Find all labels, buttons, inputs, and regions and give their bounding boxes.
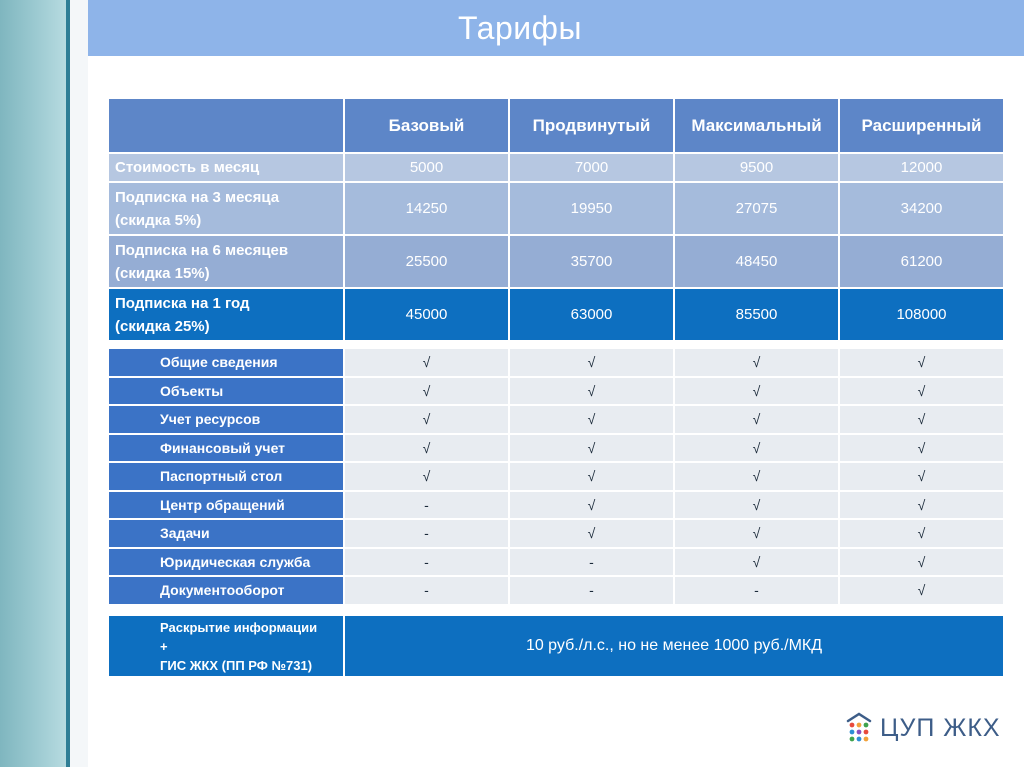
feature-table [108, 348, 1004, 605]
feature-row [108, 519, 1004, 548]
feature-mark: √ [674, 348, 839, 377]
price-row-label: Подписка на 6 месяцев (скидка 15%) [108, 235, 344, 288]
header-cell-advanced: Продвинутый [509, 98, 674, 153]
feature-mark: - [674, 576, 839, 605]
disclosure-label: Раскрытие информации + ГИС ЖКХ (ПП РФ №731) [108, 615, 344, 677]
feature-mark: - [344, 519, 509, 548]
feature-row [108, 434, 1004, 463]
feature-row [108, 548, 1004, 577]
feature-label: Задачи [108, 519, 344, 548]
feature-row [108, 405, 1004, 434]
price-cell: 48450 [674, 235, 839, 288]
feature-mark: √ [839, 434, 1004, 463]
price-cell: 35700 [509, 235, 674, 288]
price-table [108, 98, 1004, 341]
price-cell: 14250 [344, 182, 509, 235]
header-cell-basic: Базовый [344, 98, 509, 153]
feature-mark: √ [674, 377, 839, 406]
feature-mark: √ [344, 405, 509, 434]
feature-mark: √ [509, 491, 674, 520]
page-title: Тарифы [458, 9, 582, 46]
feature-row [108, 576, 1004, 605]
price-cell: 25500 [344, 235, 509, 288]
price-row-label: Стоимость в месяц [108, 153, 344, 182]
feature-mark: √ [509, 519, 674, 548]
feature-mark: - [344, 576, 509, 605]
feature-mark: √ [674, 519, 839, 548]
disclosure-price: 10 руб./л.с., но не менее 1000 руб./МКД [344, 615, 1004, 677]
left-decor-bar [0, 0, 66, 767]
price-row-label: Подписка на 3 месяца (скидка 5%) [108, 182, 344, 235]
feature-mark: - [509, 548, 674, 577]
header-cell-empty [108, 98, 344, 153]
feature-label: Документооборот [108, 576, 344, 605]
feature-mark: - [344, 491, 509, 520]
feature-label: Общие сведения [108, 348, 344, 377]
feature-mark: √ [839, 348, 1004, 377]
price-cell: 61200 [839, 235, 1004, 288]
feature-mark: √ [674, 434, 839, 463]
house-dots-icon [846, 712, 872, 744]
feature-mark: √ [344, 377, 509, 406]
feature-label: Финансовый учет [108, 434, 344, 463]
feature-mark: √ [509, 462, 674, 491]
price-cell: 63000 [509, 288, 674, 341]
feature-mark: √ [674, 548, 839, 577]
feature-row [108, 491, 1004, 520]
price-cell: 9500 [674, 153, 839, 182]
feature-label: Юридическая служба [108, 548, 344, 577]
price-cell: 12000 [839, 153, 1004, 182]
price-row [108, 182, 1004, 235]
feature-mark: √ [839, 491, 1004, 520]
feature-label: Учет ресурсов [108, 405, 344, 434]
price-row [108, 153, 1004, 182]
company-logo [846, 709, 1001, 747]
feature-mark: √ [509, 348, 674, 377]
price-row [108, 235, 1004, 288]
feature-mark: √ [839, 462, 1004, 491]
feature-mark: √ [674, 491, 839, 520]
price-row [108, 288, 1004, 341]
feature-label: Центр обращений [108, 491, 344, 520]
feature-mark: √ [509, 434, 674, 463]
disclosure-table [108, 615, 1004, 677]
feature-mark: √ [344, 348, 509, 377]
feature-row [108, 348, 1004, 377]
price-cell: 27075 [674, 182, 839, 235]
header-cell-extended: Расширенный [839, 98, 1004, 153]
disclosure-row [108, 615, 1004, 677]
feature-mark: √ [674, 405, 839, 434]
price-cell: 19950 [509, 182, 674, 235]
feature-mark: √ [839, 377, 1004, 406]
price-cell: 45000 [344, 288, 509, 341]
header-cell-maximum: Максимальный [674, 98, 839, 153]
feature-mark: - [344, 548, 509, 577]
price-cell: 85500 [674, 288, 839, 341]
left-decor-gap [70, 0, 88, 767]
table-header-row [108, 98, 1004, 153]
feature-mark: √ [674, 462, 839, 491]
feature-mark: √ [344, 434, 509, 463]
feature-mark: √ [839, 405, 1004, 434]
feature-row [108, 462, 1004, 491]
feature-mark: √ [509, 377, 674, 406]
price-cell: 5000 [344, 153, 509, 182]
feature-mark: √ [839, 548, 1004, 577]
feature-label: Паспортный стол [108, 462, 344, 491]
price-cell: 108000 [839, 288, 1004, 341]
feature-mark: - [509, 576, 674, 605]
logo-text: ЦУП ЖКХ [880, 713, 1001, 742]
feature-mark: √ [839, 519, 1004, 548]
feature-mark: √ [344, 462, 509, 491]
price-cell: 7000 [509, 153, 674, 182]
feature-row [108, 377, 1004, 406]
feature-label: Объекты [108, 377, 344, 406]
price-cell: 34200 [839, 182, 1004, 235]
title-bar [88, 0, 1024, 56]
feature-mark: √ [509, 405, 674, 434]
price-row-label: Подписка на 1 год (скидка 25%) [108, 288, 344, 341]
feature-mark: √ [839, 576, 1004, 605]
